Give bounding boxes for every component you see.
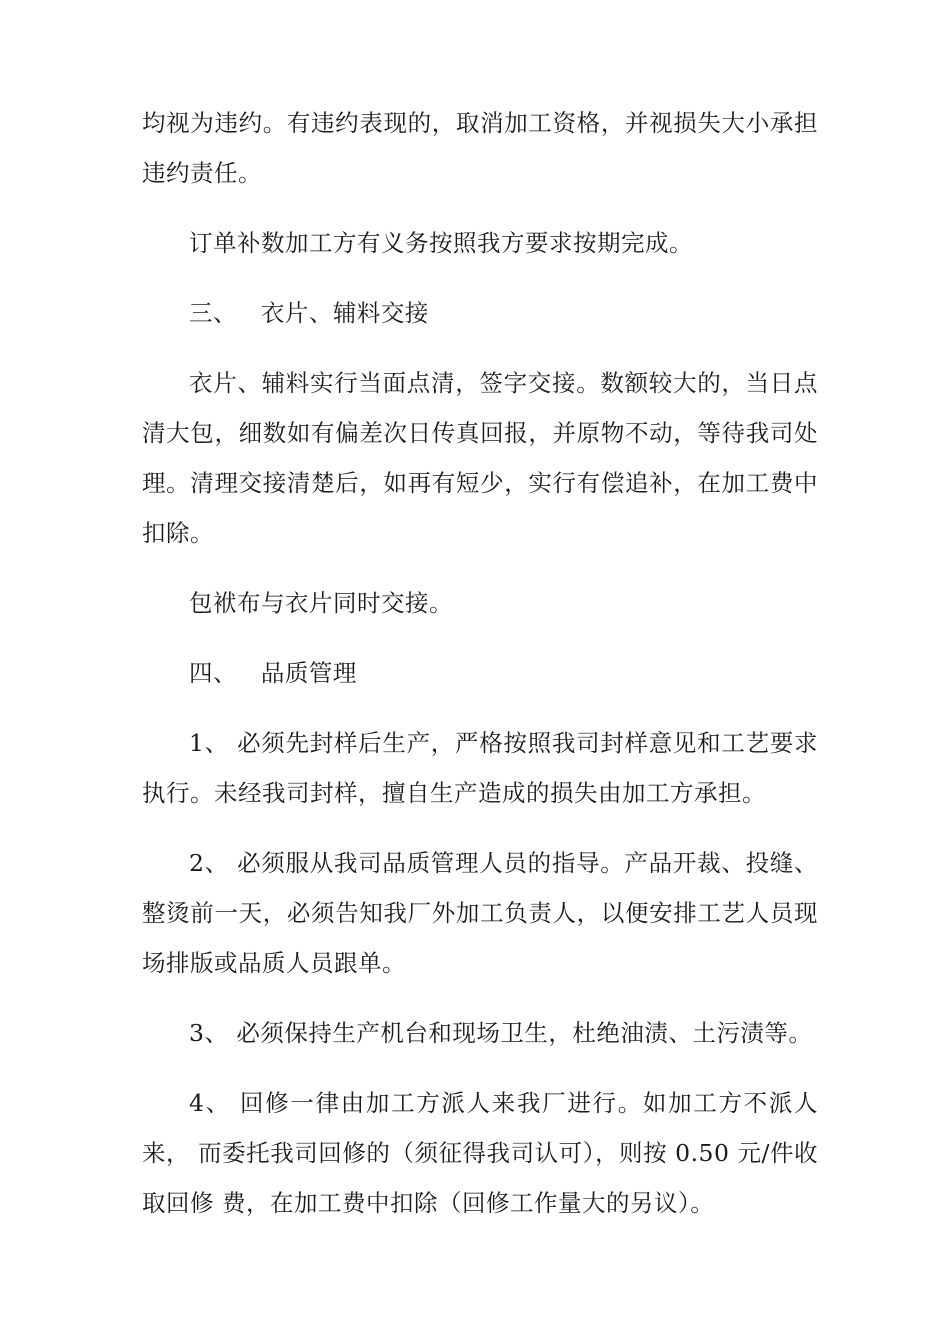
list-item-quality-4: 4、 回修一律由加工方派人来我厂进行。如加工方不派人来， 而委托我司回修的（须征得我司认可），则按 0.50 元/件收取回修 费，在加工费中扣除（回修工作量大的另议）。: [142, 1089, 818, 1217]
paragraph-wrapping-cloth: 包袱布与衣片同时交接。: [189, 589, 453, 617]
section-heading-3: 三、 衣片、辅料交接: [189, 299, 429, 327]
paragraph-order-supplement: 订单补数加工方有义务按照我方要求按期完成。: [189, 229, 693, 257]
section-heading-4: 四、 品质管理: [189, 659, 357, 687]
paragraph-handover: 衣片、辅料实行当面点清，签字交接。数额较大的，当日点清大包，细数如有偏差次日传真回报，并原物不动，等待我司处理。清理交接清楚后，如再有短少，实行有偿追补，在加工费中扣除。: [142, 369, 818, 547]
list-item-quality-2: 2、 必须服从我司品质管理人员的指导。产品开裁、投缝、整烫前一天，必须告知我厂外加工负责人，以便安排工艺人员现场排版或品质人员跟单。: [142, 849, 818, 977]
list-item-quality-3: 3、 必须保持生产机台和现场卫生，杜绝油渍、土污渍等。: [189, 1019, 813, 1047]
paragraph-violation-continued: 均视为违约。有违约表现的，取消加工资格，并视损失大小承担违约责任。: [142, 109, 818, 187]
document-page: [142, 98, 818, 1248]
list-item-quality-1: 1、 必须先封样后生产，严格按照我司封样意见和工艺要求执行。未经我司封样，擅自生产造成的损失由加工方承担。: [142, 729, 818, 807]
